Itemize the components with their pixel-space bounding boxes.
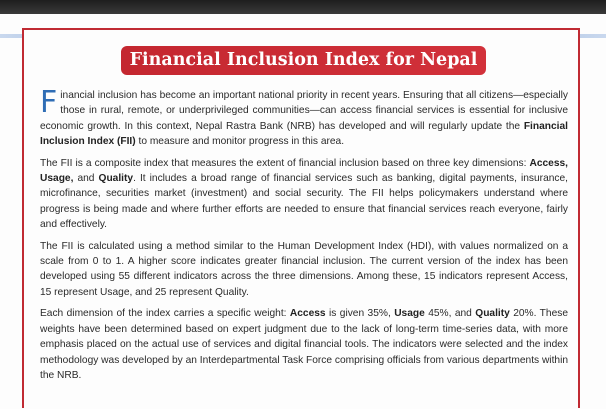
page-title: Financial Inclusion Index for Nepal: [121, 46, 486, 75]
article-body: [40, 85, 568, 389]
quality-term: Quality: [98, 173, 134, 185]
access-weight-value: is given 35%,: [325, 308, 395, 320]
access-weight-term: Access: [289, 308, 326, 320]
paragraph-dimensions-text: The FII is a composite index that measures the extent of financial inclusion based on three key dimensions:: [40, 157, 530, 169]
paragraph-intro-text: inancial inclusion has become an important national priority in recent years. Ensuring that all citizens—especially those in rural, remote, or underprivileged communities—can access financial services is essential for inclusive economic growth. In this context, Nepal Rastra Bank (NRB) has developed and will regularly update the: [40, 90, 568, 132]
paragraph-weights-text: Each dimension of the index carries a specific weight:: [40, 308, 290, 320]
usage-weight-term: Usage: [394, 308, 425, 320]
paragraph-weights: [40, 306, 568, 383]
quality-weight-term: Quality: [475, 308, 510, 320]
dropcap-letter: F: [40, 85, 58, 120]
and-text: and: [73, 173, 99, 185]
paragraph-weights-end: 20%. These weights have been determined based on expert judgment due to the lack of long-term time-series data, with more emphasis placed on the actual use of services and digital financial tools. The indicators were selected and the index methodology was developed by an Interdepartmental Task Force comprising officials from various departments within the NRB.: [40, 308, 568, 381]
fii-term: Financial Inclusion Index (FII): [40, 120, 568, 148]
usage-weight-value: 45%, and: [424, 308, 476, 320]
paragraph-intro-end: to measure and monitor progress in this area.: [135, 136, 345, 148]
top-dark-bar: [0, 0, 606, 14]
paragraph-dimensions-end: . It includes a broad range of financial services such as banking, digital payments, insurance, microfinance, securities market (investment) and social security. The FII helps policymakers understand where progress is being made and where further efforts are needed to ensure that financial services reach everyone, fairly and effectively.: [40, 173, 568, 231]
access-usage-term: Access, Usage,: [40, 157, 568, 185]
paragraph-method: The FII is calculated using a method similar to the Human Development Index (HDI), with values normalized on a scale from 0 to 1. A higher score indicates greater financial inclusion. The current version of the index has been developed using 55 different indicators across the three dimensions. Among these, 15 indicators represent Access, 15 represent Usage, and 25 represent Quality.: [40, 240, 568, 298]
paragraph-intro: [40, 85, 568, 150]
paragraph-dimensions: [40, 156, 568, 233]
